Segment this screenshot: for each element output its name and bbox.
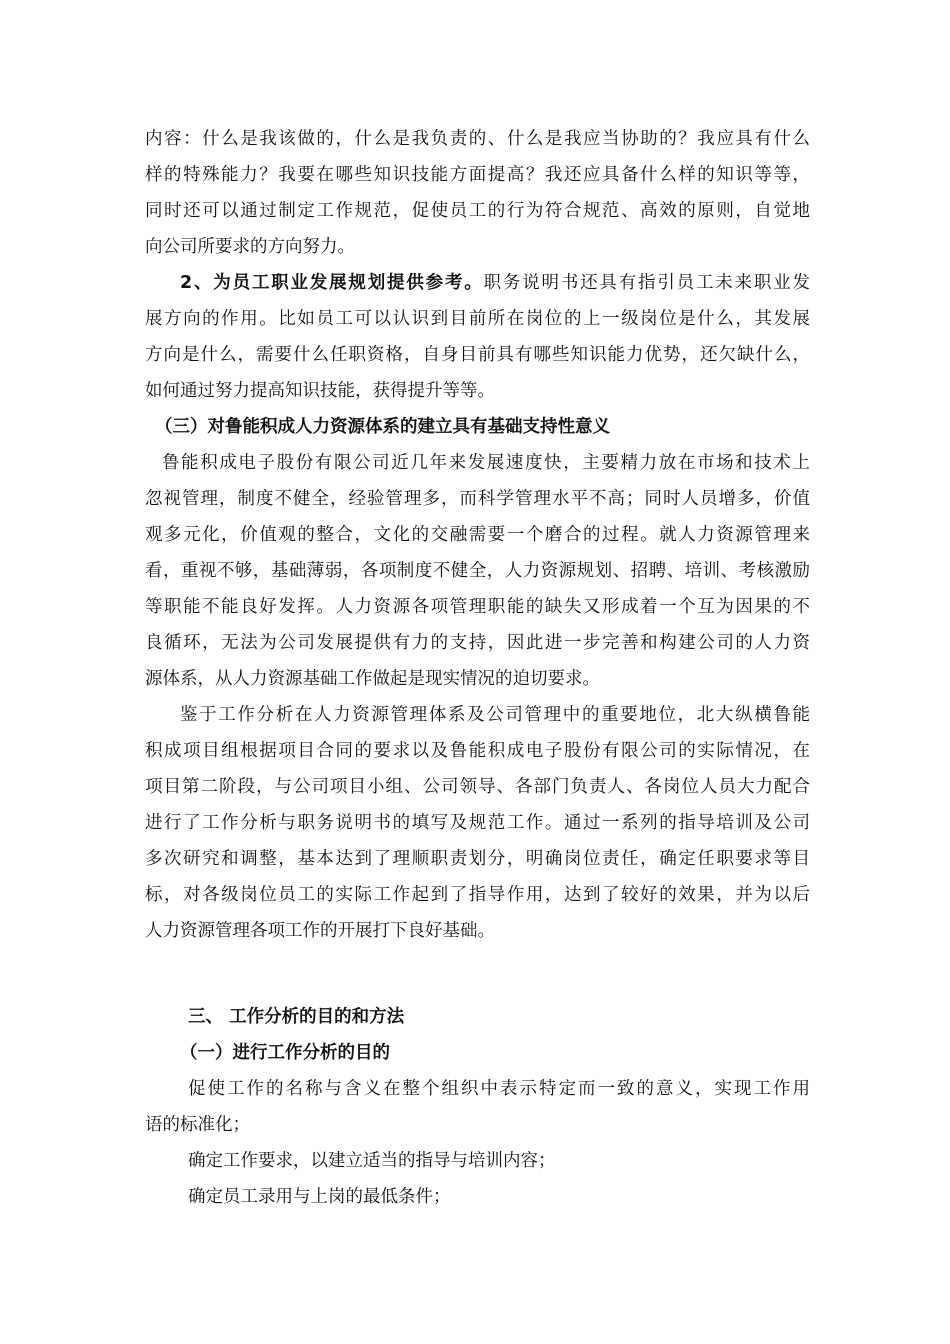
body-text-line: 向公司所要求的方向努力。 [145,237,355,257]
body-text-line: 促使工作的名称与含义在整个组织中表示特定而一致的意义，实现工作用 [188,1079,810,1099]
body-text-line: 鲁能积成电子股份有限公司近几年来发展速度快，主要精力放在市场和技术上 [162,453,810,473]
body-text-line: 看，重视不够，基础薄弱，各项制度不健全，人力资源规划、招聘、培训、考核激励 [145,561,810,581]
body-text-line: 观多元化，价值观的整合，文化的交融需要一个磨合的过程。就人力资源管理来 [145,525,810,545]
body-text-line [180,270,810,296]
body-text-line: 项目第二阶段，与公司项目小组、公司领导、各部门负责人、各岗位人员大力配合 [145,777,810,797]
body-text-line: 如何通过努力提高知识技能，获得提升等等。 [145,381,495,401]
body-text-line: 样的特殊能力？我要在哪些知识技能方面提高？我还应具备什么样的知识等等， [145,165,810,185]
body-text-line: 方向是什么，需要什么任职资格，自身目前具有哪些知识能力优势，还欠缺什么， [145,345,810,365]
body-text-line: 等职能不能良好发挥。人力资源各项管理职能的缺失又形成着一个互为因果的不 [145,597,810,617]
body-text-line: 展方向的作用。比如员工可以认识到目前所在岗位的上一级岗位是什么，其发展 [145,309,810,329]
body-text-line: 鉴于工作分析在人力资源管理体系及公司管理中的重要地位，北大纵横鲁能 [180,705,810,725]
list-item: 确定工作要求，以建立适当的指导与培训内容； [188,1151,556,1171]
body-text-line: 忽视管理，制度不健全，经验管理多，而科学管理水平不高；同时人员增多，价值 [145,489,810,509]
body-text-line: 人力资源管理各项工作的开展打下良好基础。 [145,921,495,941]
body-text-line: 源体系，从人力资源基础工作做起是现实情况的迫切要求。 [145,669,600,689]
body-text-line: 同时还可以通过制定工作规范，促使员工的行为符合规范、高效的原则，自觉地 [145,201,810,221]
body-text-line: 内容：什么是我该做的，什么是我负责的、什么是我应当协助的？我应具有什么 [145,129,810,149]
section-heading: （三）对鲁能积成人力资源体系的建立具有基础支持性意义 [155,417,610,437]
body-text-line: 积成项目组根据项目合同的要求以及鲁能积成电子股份有限公司的实际情况，在 [145,741,810,761]
body-text-line: 标，对各级岗位员工的实际工作起到了指导作用，达到了较好的效果，并为以后 [145,885,810,905]
body-text-line: 多次研究和调整，基本达到了理顺职责划分，明确岗位责任，确定任职要求等目 [145,849,810,869]
body-text-line: 良循环，无法为公司发展提供有力的支持，因此进一步完善和构建公司的人力资 [145,633,810,653]
list-item: 确定员工录用与上岗的最低条件； [188,1187,451,1207]
body-text-line: 进行了工作分析与职务说明书的填写及规范工作。通过一系列的指导培训及公司 [145,813,810,833]
chapter-heading: 三、 工作分析的目的和方法 [188,1007,405,1027]
body-text-line: 语的标准化； [145,1115,250,1135]
section-heading: （一）进行工作分析的目的 [180,1043,390,1063]
inline-heading: 2、为员工职业发展规划提供参考。 [180,273,484,293]
body-text: 职务说明书还具有指引员工未来职业发 [483,273,810,293]
